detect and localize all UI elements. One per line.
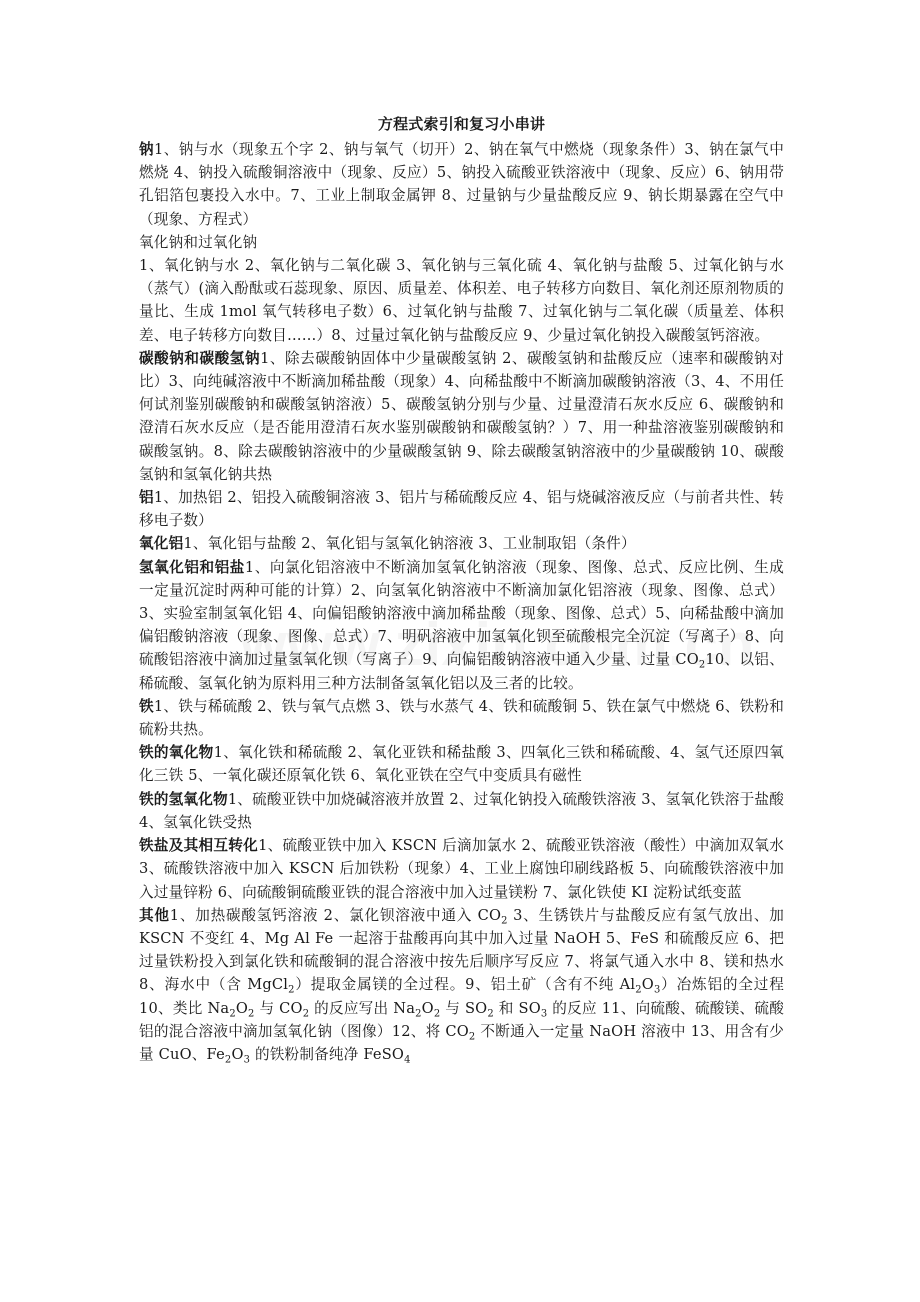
section-paragraph [139,486,784,532]
subscript: 2 [468,1031,476,1043]
section-text: ）提取金属镁的全过程。9、铝土矿（含有不纯 Al [294,976,636,994]
subscript: 2 [248,1007,255,1019]
section-heading: 碳酸钠和碳酸氢钠 [139,349,261,367]
section-paragraph [139,788,784,834]
section-text: 1、除去碳酸钠固体中少量碳酸氢钠 2、碳酸氢钠和盐酸反应（速率和碳酸钠对比）3、向纯碱溶液中不断滴加稀盐酸（现象）4、向稀盐酸中不断滴加碳酸钠溶液（3、4、不用任何试剂鉴别碳酸钠和碳酸氢钠溶液）5、碳酸氢钠分别与少量、过量澄清石灰水反应 6、碳酸钠和澄清石灰水反应（是否能用澄清石灰水鉴别碳酸钠和碳酸氢钠？）7、用一种盐溶液鉴别碳酸钠和碳酸氢钠。8、除去碳酸钠溶液中的少量碳酸氢钠 9、除去碳酸氢钠溶液中的少量碳酸钠 10、碳酸氢钠和氢氧化钠共热 [139,349,784,483]
subscript: 2 [698,659,706,671]
section-paragraph [139,254,784,347]
section-text: 1、铁与稀硫酸 2、铁与氧气点燃 3、铁与水蒸气 4、铁和硫酸铜 5、铁在氯气中燃烧 6、铁粉和硫粉共热。 [139,697,785,739]
section-heading: 铁 [139,697,154,715]
section-text: 不断通入一定量 NaOH 溶液中 13、用含有少量 CuO、Fe [139,1022,784,1063]
subscript: 2 [288,984,295,996]
section-heading: 铁的氧化物 [139,744,214,762]
section-heading: 氧化钠和过氧化钠 [139,233,258,251]
section-text: 10、以铝、稀硫酸、氢氧化钠为原料用三种方法制备氢氧化铝以及三者的比较。 [139,651,784,692]
section-text: O [641,976,654,994]
section-paragraph [139,556,784,695]
section-text: 1、氧化铝与盐酸 2、氧化铝与氢氧化钠溶液 3、工业制取铝（条件） [183,535,636,553]
section-heading: 氧化铝 [139,535,184,553]
section-paragraph [139,904,784,1066]
section-heading: 氢氧化铝和铝盐 [139,558,245,576]
section-heading: 铁盐及其相互转化 [139,837,259,855]
section-text: O [231,1045,244,1063]
subscript: 3 [243,1054,251,1066]
subscript: 4 [404,1054,411,1066]
section-heading: 铝 [139,489,154,507]
section-text: 1、钠与水（现象五个字 2、钠与氧气（切开）2、钠在氧气中燃烧（现象条件）3、钠在氯气中燃烧 4、钠投入硫酸铜溶液中（现象、反应）5、钠投入硫酸亚铁溶液中（现象、反应）6、钠用带孔铝箔包裹投入水中。7、工业上制取金属钾 8、过量钠与少量盐酸反应 9、钠长期暴露在空气中（现象、方程式） [139,141,785,228]
section-heading: 其他 [139,906,170,924]
section-text: ）冶炼铝的全过程 10、类比 Na [139,976,784,1017]
section-paragraph [139,741,784,787]
section-paragraph [139,532,784,555]
subscript: 2 [415,1007,422,1019]
section-text: O [235,999,249,1017]
section-text: O [421,999,434,1017]
section-text: 1、加热铝 2、铝投入硫酸铜溶液 3、铝片与稀硫酸反应 4、铝与烧碱溶液反应（与前者共性、转移电子数） [139,489,784,530]
subscript: 2 [229,1007,236,1019]
subscript: 3 [540,1007,548,1019]
section-text: 的反应写出 Na [309,999,416,1017]
section-text: 1、硫酸亚铁中加入 KSCN 后滴加氯水 2、硫酸亚铁溶液（酸性）中滴加双氧水 3、硫酸铁溶液中加入 KSCN 后加铁粉（现象）4、工业上腐蚀印刷线路板 5、向硫酸铁溶液中加入过量锌粉 6、向硫酸铜硫酸亚铁的混合溶液中加入过量镁粉 7、氯化铁使 KI 淀粉试纸变蓝 [139,837,784,901]
section-text: 和 SO [493,999,541,1017]
subscript: 2 [433,1007,441,1019]
subscript: 2 [302,1007,310,1019]
section-text: 的反应 11、向硫酸、硫酸镁、硫酸铝的混合溶液中滴加氢氧化钠（图像）12、将 CO [139,999,784,1040]
section-paragraph [139,695,784,741]
subscript: 2 [501,915,508,927]
section-heading: 铁的氢氧化物 [139,790,228,808]
document-title: 方程式索引和复习小串讲 [377,115,546,133]
document-body [139,138,784,1066]
section-heading: 钠 [139,141,155,158]
section-paragraph [139,231,784,254]
subscript: 3 [653,984,661,996]
section-paragraph [139,347,784,486]
subscript: 2 [224,1054,232,1066]
section-text: 与 CO [254,999,303,1017]
section-text: 的铁粉制备纯净 FeSO [250,1045,405,1063]
section-text: 1、氧化铁和稀硫酸 2、氧化亚铁和稀盐酸 3、四氧化三铁和稀硫酸、4、氢气还原四氧化三铁 5、一氧化碳还原氧化铁 6、氧化亚铁在空气中变质具有磁性 [139,744,784,785]
section-text: 3、生锈铁片与盐酸反应有氢气放出、加 KSCN 不变红 4、Mg Al Fe 一起溶于盐酸再向其中加入过量 NaOH 5、FeS 和硫酸反应 6、把过量铁粉投入到氯化铁和硫酸铜的混合溶液中按先后顺序写反应 7、将氯气通入水中 8、镁和热水 8、海水中（含 MgCl [139,906,785,994]
section-text: 1、氧化钠与水 2、氧化钠与二氧化碳 3、氧化钠与三氧化硫 4、氧化钠与盐酸 5、过氧化钠与水（蒸气）(滴入酚酞或石蕊现象、原因、质量差、体积差、电子转移方向数目、氧化剂还原剂物质的量比、生成 1mol 氧气转移电子数）6、过氧化钠与盐酸 7、过氧化钠与二氧化碳（质量差、体积差、电子转移方向数目……）8、过量过氧化钠与盐酸反应 9、少量过氧化钠投入碳酸氢钙溶液。 [139,257,784,344]
subscript: 2 [635,984,642,996]
section-text: 1、向氯化铝溶液中不断滴加氢氧化钠溶液（现象、图像、总式、反应比例、生成一定量沉淀时两种可能的计算）2、向氢氧化钠溶液中不断滴加氯化铝溶液（现象、图像、总式）3、实验室制氢氧化铝 4、向偏铝酸钠溶液中滴加稀盐酸（现象、图像、总式）5、向稀盐酸中滴加偏铝酸钠溶液（现象、图像、总式）7、明矾溶液中加氢氧化钡至硫酸根完全沉淀（写离子）8、向硫酸铝溶液中滴加过量氢氧化钡（写离子）9、向偏铝酸钠溶液中通入少量、过量 CO [139,558,784,669]
section-text: 1、硫酸亚铁中加烧碱溶液并放置 2、过氧化钠投入硫酸铁溶液 3、氢氧化铁溶于盐酸 4、氢氧化铁受热 [139,790,785,831]
document-page [139,112,784,1066]
subscript: 2 [487,1007,494,1019]
section-paragraph [139,138,784,231]
section-text: 与 SO [440,999,488,1017]
section-text: 1、加热碳酸氢钙溶液 2、氯化钡溶液中通入 CO [169,906,502,924]
section-paragraph [139,834,784,904]
